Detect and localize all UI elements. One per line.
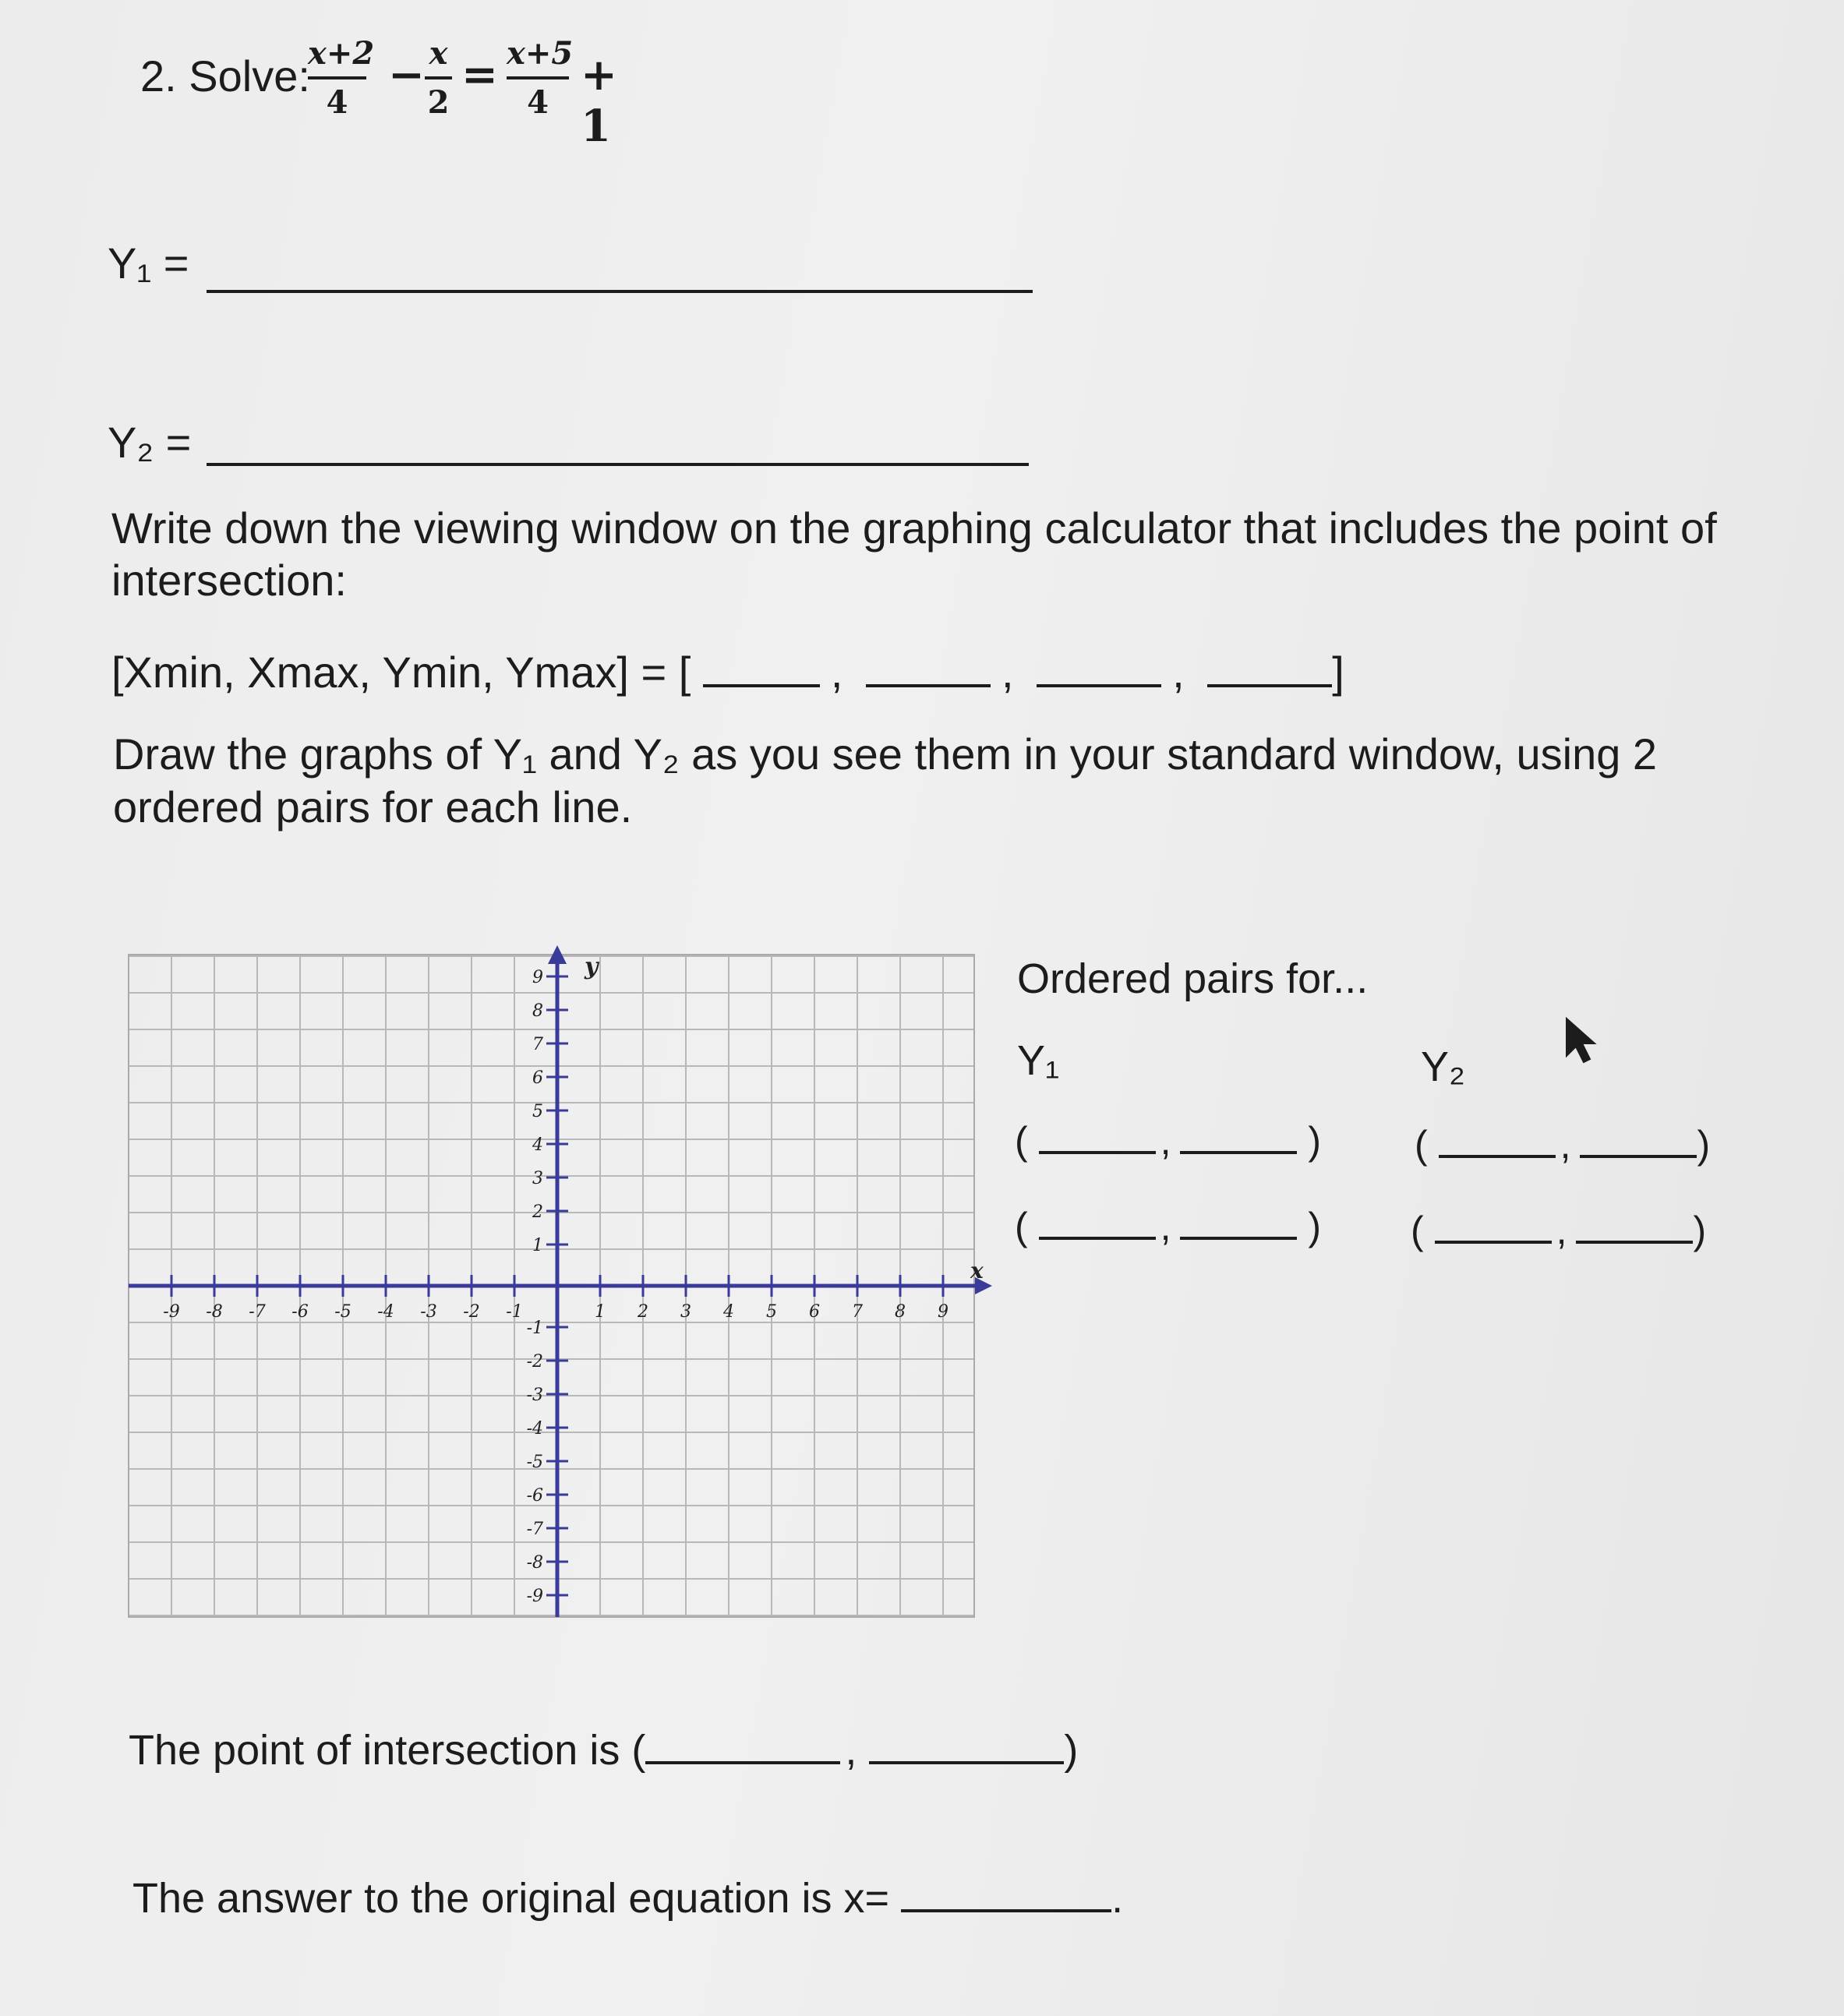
pointer-icon xyxy=(1559,1017,1598,1064)
window-entry-row: [Xmin, Xmax, Ymin, Ymax] = [ , , , ] xyxy=(111,648,1344,697)
ymin-blank[interactable] xyxy=(1037,684,1161,687)
y2-label: Y₂ = xyxy=(108,418,192,467)
y-tick-label: 6 xyxy=(532,1068,543,1088)
y1-pair-1-y[interactable] xyxy=(1180,1151,1297,1154)
y-tick-label: 5 xyxy=(532,1102,543,1121)
y-tick-label: -4 xyxy=(526,1419,543,1439)
xmax-blank[interactable] xyxy=(866,684,991,687)
intersection-label: The point of intersection is ( xyxy=(129,1727,646,1774)
y1-pair-2-y[interactable] xyxy=(1180,1237,1297,1240)
x-tick-label: -6 xyxy=(291,1302,309,1322)
x-tick-label: 2 xyxy=(638,1302,648,1322)
x-tick-label: -1 xyxy=(506,1302,523,1322)
ymax-blank[interactable] xyxy=(1207,684,1332,687)
x-tick-label: -9 xyxy=(163,1302,180,1322)
y-tick-label: -6 xyxy=(526,1486,543,1506)
ordered-pairs-heading: Ordered pairs for... xyxy=(1017,955,1369,1002)
y2-pair-1: ( , ) xyxy=(1415,1123,1711,1167)
intersection-y-blank[interactable] xyxy=(869,1761,1064,1764)
answer-label: The answer to the original equation is x= xyxy=(132,1875,890,1922)
x-tick-label: 7 xyxy=(852,1302,863,1322)
x-tick-label: -5 xyxy=(334,1302,351,1322)
x-tick-label: 8 xyxy=(895,1302,906,1322)
y2-pair-1-y[interactable] xyxy=(1580,1155,1697,1158)
window-prompt-line1: Write down the viewing window on the graphing calculator that includes the point of xyxy=(111,503,1717,553)
y-axis-label: y xyxy=(585,953,599,980)
x-tick-label: -4 xyxy=(377,1302,394,1322)
y-tick-label: 4 xyxy=(532,1135,543,1155)
x-tick-label: 4 xyxy=(723,1302,734,1322)
fraction-2: x 2 xyxy=(425,35,452,121)
x-tick-label: 1 xyxy=(595,1302,606,1322)
y-tick-label: 9 xyxy=(532,968,543,987)
fraction-3: x+5 4 xyxy=(507,35,574,121)
x-tick-label: 3 xyxy=(680,1302,691,1322)
y2-pair-2: ( , ) xyxy=(1411,1209,1707,1252)
y1-pair-2-x[interactable] xyxy=(1039,1237,1156,1240)
x-axis-label: x xyxy=(970,1258,984,1283)
problem-number: 2. Solve: xyxy=(140,51,310,101)
y2-answer-line[interactable] xyxy=(207,463,1029,466)
coordinate-grid[interactable] xyxy=(121,939,994,1629)
y2-pair-2-x[interactable] xyxy=(1435,1241,1552,1244)
y-tick-label: -7 xyxy=(526,1520,543,1539)
answer-row: The answer to the original equation is x= . xyxy=(132,1875,1124,1922)
x-tick-label: -3 xyxy=(420,1302,437,1322)
y-tick-label: 2 xyxy=(532,1202,543,1222)
x-tick-label: -8 xyxy=(206,1302,223,1322)
window-prompt-line2: intersection: xyxy=(111,556,347,605)
y1-answer-line[interactable] xyxy=(207,290,1033,293)
draw-instructions-line2: ordered pairs for each line. xyxy=(113,782,633,831)
y1-pair-2: ( , ) xyxy=(1015,1205,1322,1248)
x-tick-label: 5 xyxy=(766,1302,777,1322)
y-tick-label: -2 xyxy=(526,1352,543,1372)
xmin-blank[interactable] xyxy=(703,684,820,687)
y-tick-label: 8 xyxy=(532,1001,543,1021)
draw-instructions-line1: Draw the graphs of Y₁ and Y₂ as you see them in your standard window, using 2 xyxy=(113,729,1658,779)
equals-sign: = xyxy=(461,49,498,101)
y2-pair-2-y[interactable] xyxy=(1576,1241,1693,1244)
x-tick-label: 9 xyxy=(938,1302,948,1322)
y-tick-label: 7 xyxy=(532,1035,543,1054)
y-tick-label: -3 xyxy=(526,1386,543,1405)
minus-sign: − xyxy=(388,49,425,101)
y-tick-label: 1 xyxy=(532,1236,543,1255)
y1-pair-1-x[interactable] xyxy=(1039,1151,1156,1154)
x-tick-label: -7 xyxy=(249,1302,266,1322)
y-tick-label: 3 xyxy=(532,1169,543,1188)
pairs-y1-header: Y₁ xyxy=(1017,1037,1060,1084)
window-label: [Xmin, Xmax, Ymin, Ymax] = [ xyxy=(111,648,691,697)
y-tick-label: -1 xyxy=(526,1319,543,1338)
y2-pair-1-x[interactable] xyxy=(1439,1155,1556,1158)
intersection-row: The point of intersection is ( , ) xyxy=(129,1727,1079,1774)
y1-label: Y₁ = xyxy=(108,238,189,288)
y-tick-label: -5 xyxy=(526,1453,543,1472)
plus-one: + 1 xyxy=(581,49,617,152)
y1-pair-1: ( , ) xyxy=(1015,1119,1322,1163)
fraction-1: x+2 4 xyxy=(308,35,375,121)
answer-blank[interactable] xyxy=(901,1909,1111,1912)
x-tick-label: 6 xyxy=(809,1302,820,1322)
x-tick-label: -2 xyxy=(463,1302,480,1322)
intersection-x-blank[interactable] xyxy=(645,1761,840,1764)
pairs-y2-header: Y₂ xyxy=(1421,1043,1465,1090)
y-tick-label: -9 xyxy=(526,1587,543,1606)
y-tick-label: -8 xyxy=(526,1553,543,1573)
